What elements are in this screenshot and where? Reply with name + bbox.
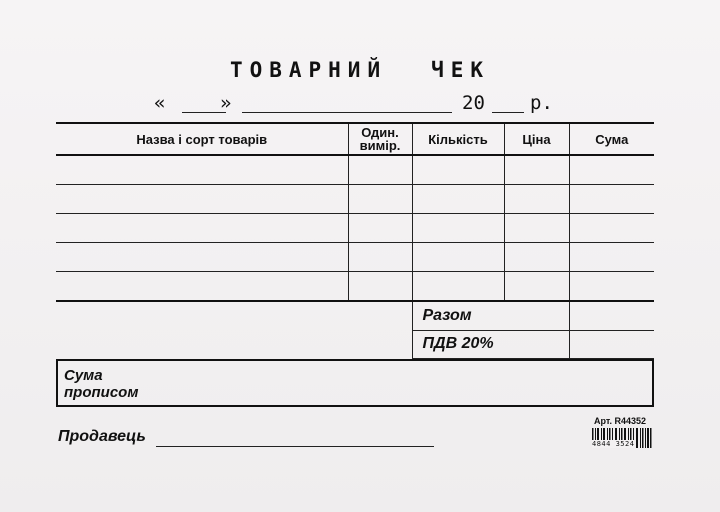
title-word-2: ЧЕК xyxy=(431,58,491,82)
header-unit-line1: Один. xyxy=(361,125,399,140)
title-word-1: ТОВАРНИЙ xyxy=(229,58,388,82)
cell-price[interactable] xyxy=(504,272,569,302)
vat-label: ПДВ 20% xyxy=(412,330,569,358)
cell-name[interactable] xyxy=(56,214,348,243)
form-title xyxy=(0,58,720,82)
date-close-quote: » xyxy=(220,92,232,114)
sum-in-words-label xyxy=(64,367,138,401)
cell-sum[interactable] xyxy=(569,185,654,214)
cell-sum[interactable] xyxy=(569,214,654,243)
table-row[interactable] xyxy=(56,214,654,243)
article-number: Арт. R44352 xyxy=(594,416,647,426)
seller-signature-line[interactable] xyxy=(156,446,434,447)
cell-unit[interactable] xyxy=(348,272,412,302)
header-goods-name: Назва і сорт товарів xyxy=(56,123,348,155)
total-value[interactable] xyxy=(569,301,654,330)
month-blank[interactable] xyxy=(242,112,452,113)
cell-unit[interactable] xyxy=(348,214,412,243)
cell-qty[interactable] xyxy=(412,155,504,185)
cell-unit[interactable] xyxy=(348,155,412,185)
cell-name[interactable] xyxy=(56,272,348,302)
vat-value[interactable] xyxy=(569,330,654,358)
cell-price[interactable] xyxy=(504,185,569,214)
cell-sum[interactable] xyxy=(569,243,654,272)
year-suffix: р. xyxy=(530,92,553,114)
goods-table xyxy=(56,122,654,359)
cell-sum[interactable] xyxy=(569,155,654,185)
sum-in-words-box[interactable] xyxy=(56,359,654,407)
table-header-row xyxy=(56,123,654,155)
cell-price[interactable] xyxy=(504,155,569,185)
table-row[interactable] xyxy=(56,155,654,185)
cell-name[interactable] xyxy=(56,185,348,214)
table-row[interactable] xyxy=(56,185,654,214)
seller-label: Продавець xyxy=(58,428,146,445)
header-quantity: Кількість xyxy=(412,123,504,155)
header-sum: Сума xyxy=(569,123,654,155)
date-open-quote: « xyxy=(154,92,166,114)
year-blank[interactable] xyxy=(492,112,524,113)
total-label: Разом xyxy=(412,301,569,330)
table-row[interactable] xyxy=(56,272,654,302)
cell-unit[interactable] xyxy=(348,243,412,272)
cell-name[interactable] xyxy=(56,243,348,272)
year-prefix: 20 xyxy=(462,92,485,114)
vat-row xyxy=(56,330,654,358)
header-unit-line2: вимір. xyxy=(359,138,401,153)
cell-qty[interactable] xyxy=(412,185,504,214)
cell-unit[interactable] xyxy=(348,185,412,214)
cell-sum[interactable] xyxy=(569,272,654,302)
total-row xyxy=(56,301,654,330)
table-body xyxy=(56,155,654,301)
cell-name[interactable] xyxy=(56,155,348,185)
cell-qty[interactable] xyxy=(412,214,504,243)
cell-price[interactable] xyxy=(504,243,569,272)
header-unit xyxy=(348,123,412,155)
table-row[interactable] xyxy=(56,243,654,272)
sum-in-words-line1: Сума xyxy=(64,367,103,384)
header-price: Ціна xyxy=(504,123,569,155)
barcode-digits: 4844 3524 xyxy=(592,440,635,448)
cell-qty[interactable] xyxy=(412,243,504,272)
sum-in-words-line2: прописом xyxy=(64,384,139,401)
cell-qty[interactable] xyxy=(412,272,504,302)
cell-price[interactable] xyxy=(504,214,569,243)
